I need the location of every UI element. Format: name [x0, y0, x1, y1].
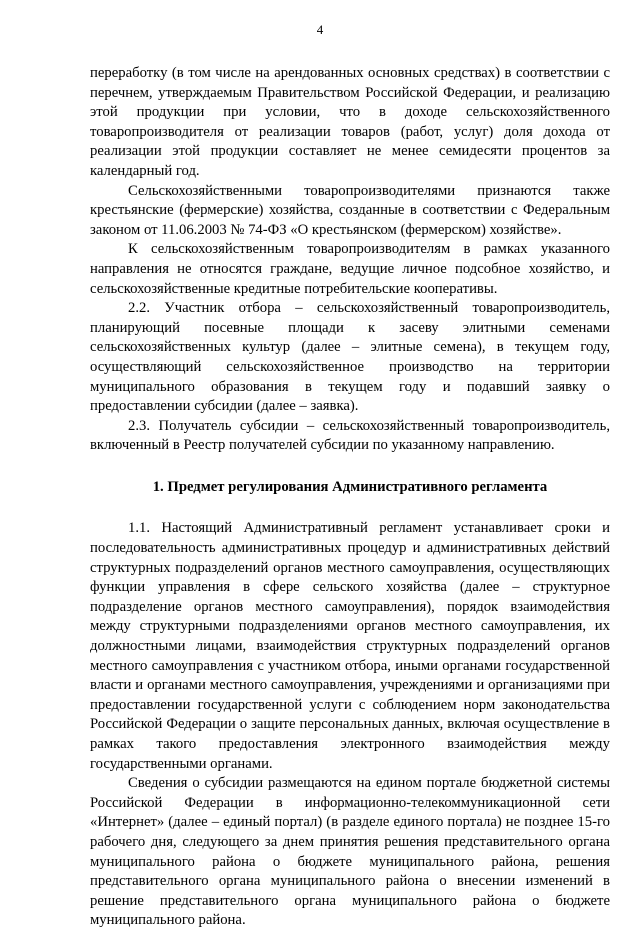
paragraph: Сведения о субсидии размещаются на едином портале бюджетной системы Российской Федерации в информационно-телекоммуникационной сети «Интернет» (далее – единый портал) (в разделе единого портала) не позднее 15-го рабочего дня, следующего за днем принятия решения представительного органа муниципального района о бюджете муниципального района, решения представительного органа муниципального района о внесении изменений в решение представительного органа муниципального района о бюджете муниципального района. — [90, 775, 610, 929]
paragraph: К сельскохозяйственным товаропроизводителям в рамках указанного направления не относятся граждане, ведущие личное подсобное хозяйство, и сельскохозяйственные кредитные потребительские кооперативы. — [90, 241, 610, 297]
page-number: 4 — [316, 22, 324, 37]
document-body — [90, 64, 610, 931]
paragraph: 1.1. Настоящий Административный регламент устанавливает сроки и последовательность административных процедур и административных действий структурных подразделений органов местного самоуправления, осуществляющих функции управления в сфере сельского хозяйства (далее – структурное подразделение органов местного самоуправления), порядок взаимодействия между структурными подразделениями органов местного самоуправления, их должностными лицами, взаимодействия структурных подразделений органов местного самоуправления с участником отбора, иными органами государственной власти и органами местного самоуправления, учреждениями и организациями при предоставлении государственной услуги с соблюдением норм законодательства Российской Федерации о защите персональных данных, включая осуществление в рамках такого предоставления электронного взаимодействия между государственными органами. — [90, 520, 610, 772]
paragraph: переработку (в том числе на арендованных основных средствах) в соответствии с перечнем, утверждаемым Правительством Российской Федерации, и реализацию этой продукции при условии, что в доходе сельскохозяйственного товаропроизводителя от реализации товаров (работ, услуг) доля дохода от реализации этой продукции составляет не менее семидесяти процентов за календарный год. — [90, 65, 610, 179]
paragraph: Сельскохозяйственными товаропроизводителями признаются также крестьянские (фермерские) хозяйства, созданные в соответствии с Федеральным законом от 11.06.2003 № 74-ФЗ «О крестьянском (фермерском) хозяйстве». — [90, 182, 610, 238]
paragraph: 2.2. Участник отбора – сельскохозяйственный товаропроизводитель, планирующий посевные площади к засеву элитными семенами сельскохозяйственных культур (далее – элитные семена), в текущем году, осуществляющий сельскохозяйственное производство на территории муниципального образования в текущем году и подавший заявку о предоставлении субсидии (далее – заявка). — [90, 300, 610, 415]
section-heading: 1. Предмет регулирования Административного регламента — [152, 478, 548, 495]
paragraph: 2.3. Получатель субсидии – сельскохозяйственный товаропроизводитель, включенный в Реестр получателей субсидии по указанному направлению. — [90, 417, 610, 454]
